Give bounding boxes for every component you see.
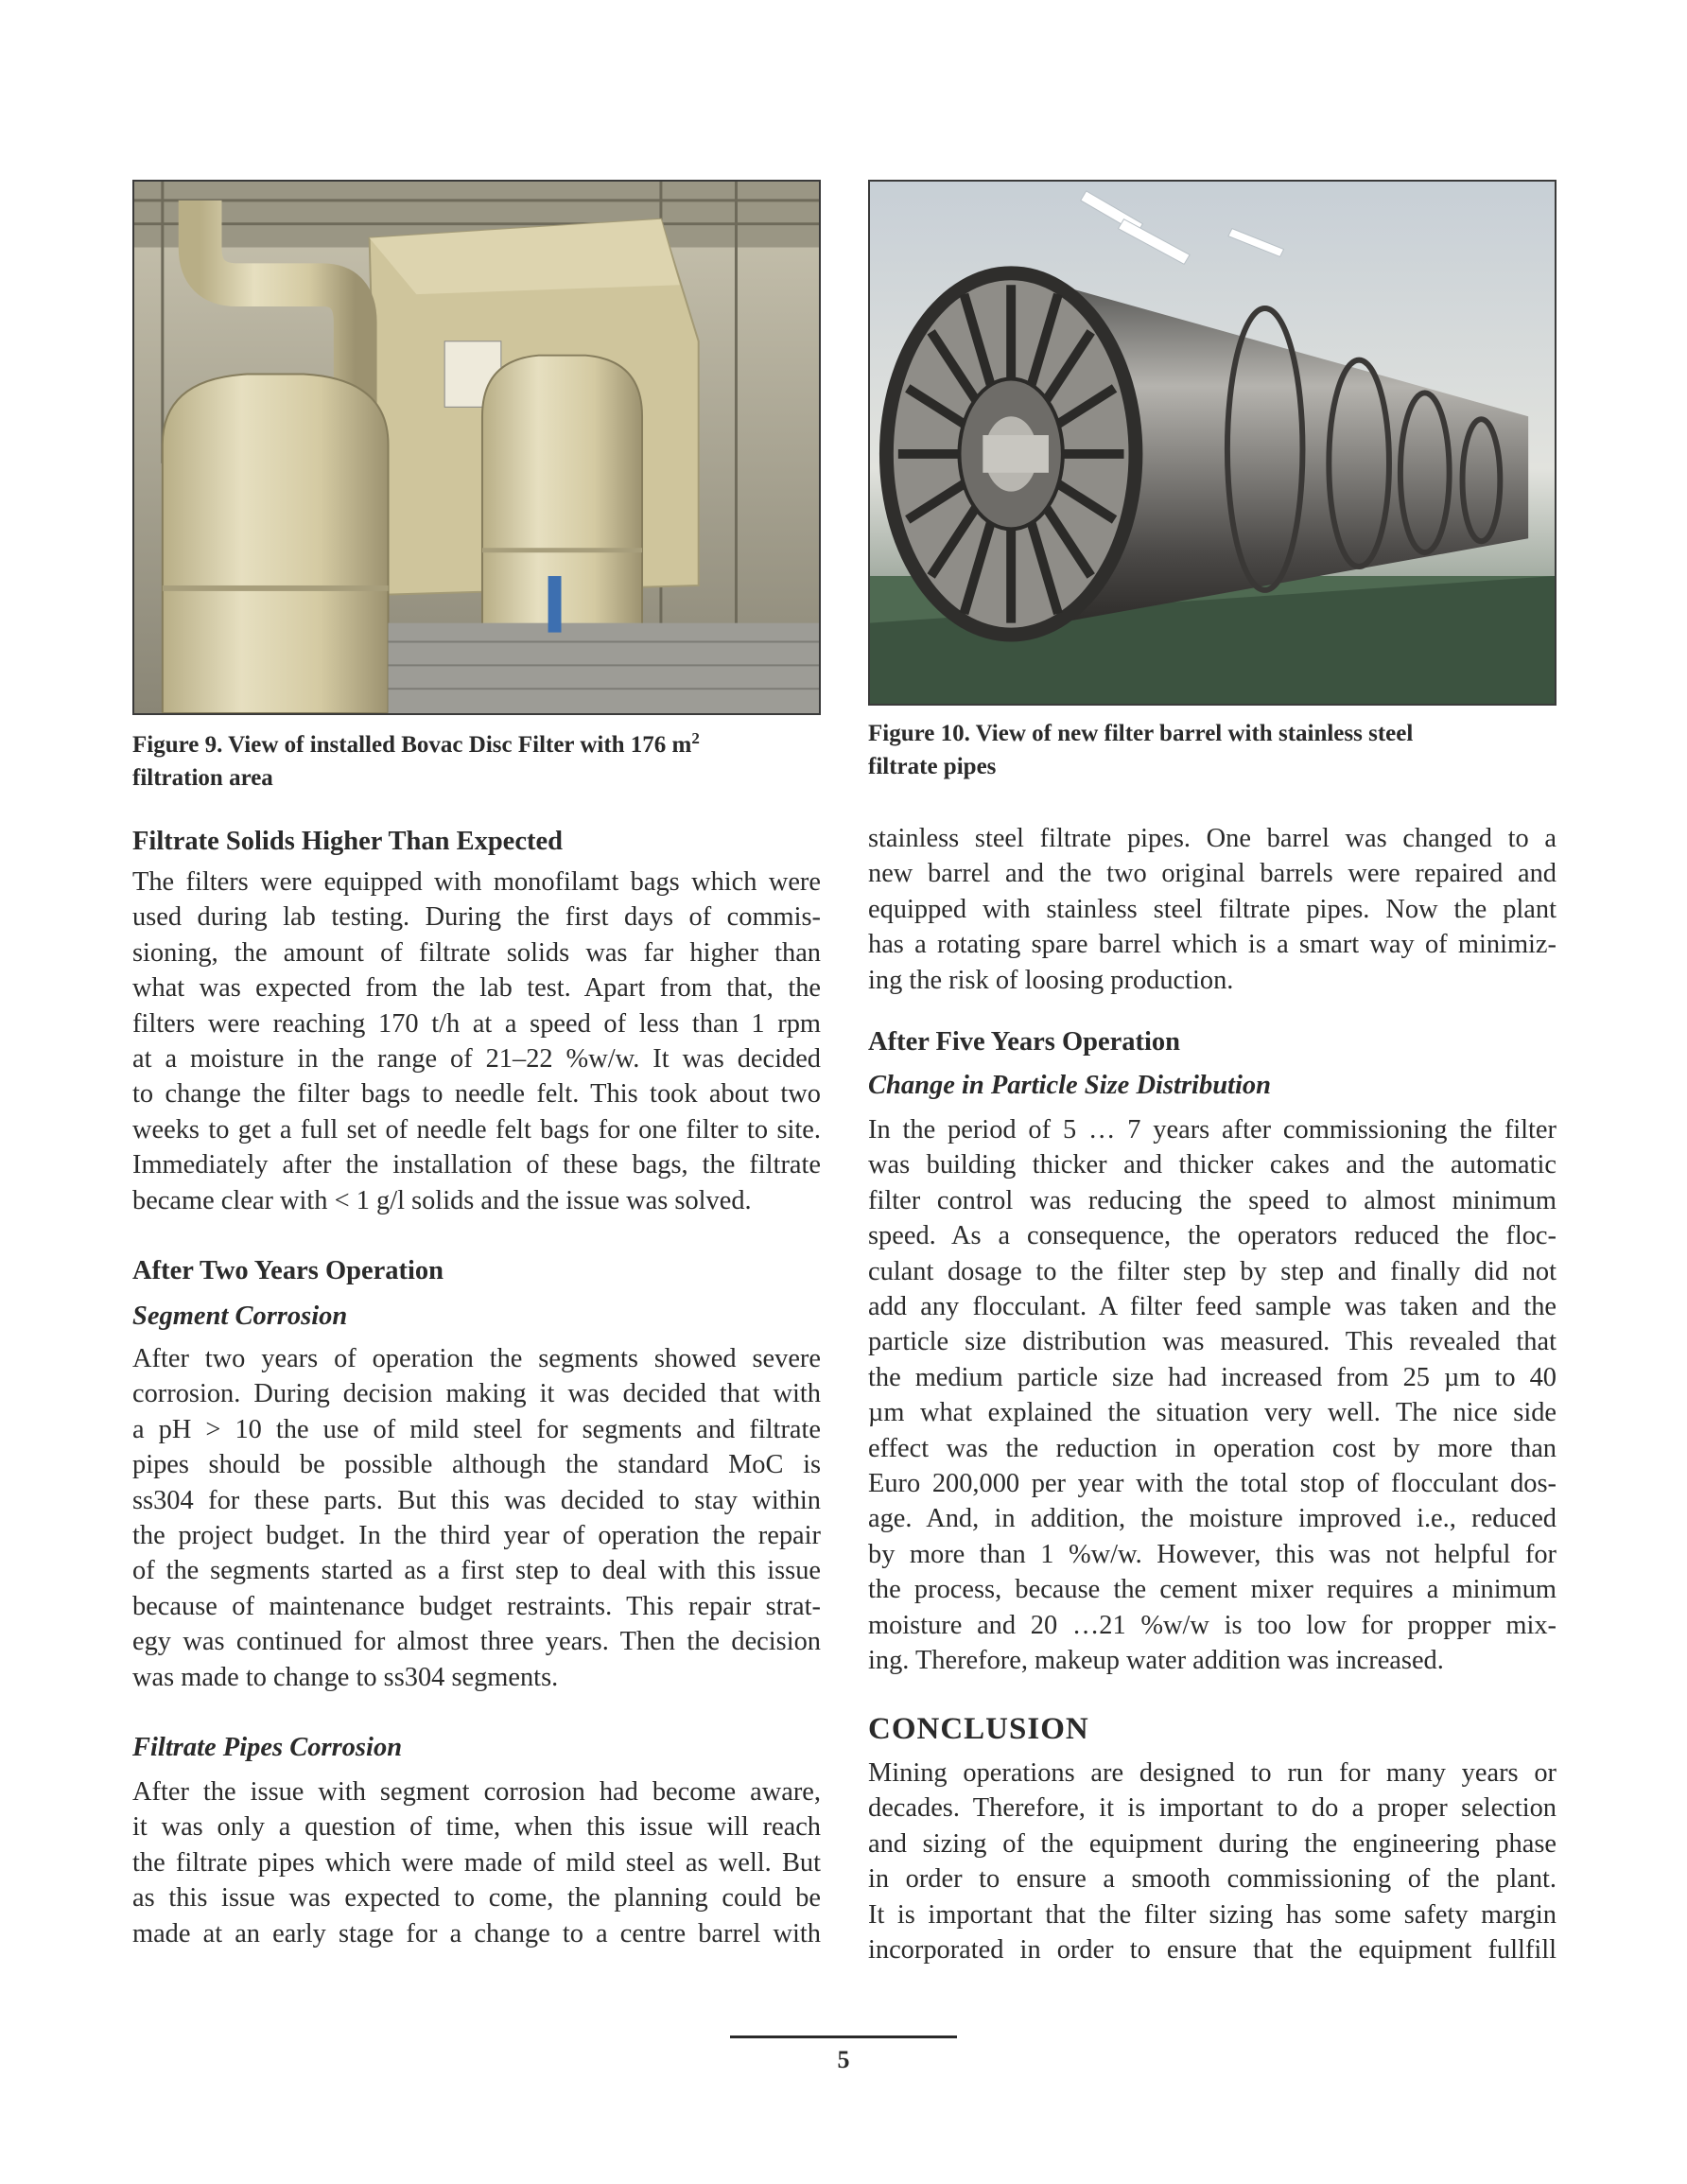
text-line: Immediately after the installation of these bags, the filtrate bbox=[132, 1150, 821, 1180]
text-line: particle size distribution was measured. This revealed that bbox=[868, 1327, 1557, 1357]
text-line: After two years of operation the segments showed severe bbox=[132, 1344, 821, 1373]
text-line: ss304 for these parts. But this was decided to stay within bbox=[132, 1485, 821, 1515]
text-line: culant dosage to the filter step by step and finally did not bbox=[868, 1256, 1557, 1286]
paragraph-stainless-continuation bbox=[868, 821, 1557, 998]
figure-10-photo bbox=[868, 180, 1557, 706]
paragraph-segment-corrosion bbox=[132, 1341, 821, 1695]
text-line: µm what explained the situation very well. The nice side bbox=[868, 1398, 1557, 1428]
text-line: effect was the reduction in operation cost by more than bbox=[868, 1433, 1557, 1463]
text-line: moisture and 20 …21 %w/w is too low for propper mix- bbox=[868, 1610, 1557, 1640]
heading-two-years: After Two Years Operation bbox=[132, 1256, 444, 1285]
page-number: 5 bbox=[837, 2046, 850, 2073]
heading-conclusion: CONCLUSION bbox=[868, 1712, 1089, 1746]
text-line: what was expected from the lab test. Apart from that, the bbox=[132, 973, 821, 1004]
figure-9-caption bbox=[132, 728, 823, 795]
text-line: the process, because the cement mixer requires a minimum bbox=[868, 1575, 1557, 1605]
heading-five-years: After Five Years Operation bbox=[868, 1027, 1181, 1057]
text-line: The filters were equipped with monofilamt bags which were bbox=[132, 867, 821, 897]
text-line: filter control was reducing the speed to almost minimum bbox=[868, 1185, 1557, 1215]
text-line: a pH > 10 the use of mild steel for segments and filtrate bbox=[132, 1414, 821, 1444]
text-line: the project budget. In the third year of operation the repair bbox=[132, 1521, 821, 1551]
text-line: Euro 200,000 per year with the total stop of flocculant dos- bbox=[868, 1469, 1557, 1499]
text-line: of the segments started as a first step to deal with this issue bbox=[132, 1556, 821, 1586]
text-line: because of maintenance budget restraints. This repair strat- bbox=[132, 1591, 821, 1621]
text-line: became clear with < 1 g/l solids and the issue was solved. bbox=[132, 1185, 752, 1215]
text-line: sioning, the amount of filtrate solids was far higher than bbox=[132, 937, 821, 968]
text-line: the medium particle size had increased from 25 µm to 40 bbox=[868, 1362, 1557, 1392]
paragraph-filtrate-pipes bbox=[132, 1774, 821, 1951]
subheading-filtrate-pipes-corrosion: Filtrate Pipes Corrosion bbox=[132, 1733, 403, 1762]
figure-9-caption-main: Figure 9. View of installed Bovac Disc Filter with 176 m bbox=[132, 732, 692, 758]
text-line: the filtrate pipes which were made of mild steel as well. But bbox=[132, 1847, 821, 1878]
text-line: at a moisture in the range of 21–22 %w/w. It was decided bbox=[132, 1044, 821, 1075]
text-line: corrosion. During decision making it was decided that with bbox=[132, 1379, 821, 1409]
text-line: pipes should be possible although the standard MoC is bbox=[132, 1450, 821, 1480]
text-line: speed. As a consequence, the operators reduced the floc- bbox=[868, 1221, 1557, 1251]
text-line: In the period of 5 … 7 years after commissioning the filter bbox=[868, 1115, 1557, 1144]
figure-10-caption-line-1: Figure 10. View of new filter barrel with stainless steel bbox=[868, 721, 1414, 746]
text-line: has a rotating spare barrel which is a smart way of minimiz- bbox=[868, 930, 1557, 960]
paragraph-particle-size bbox=[868, 1112, 1557, 1679]
text-line: was made to change to ss304 segments. bbox=[132, 1662, 559, 1692]
text-line: by more than 1 %w/w. However, this was not helpful for bbox=[868, 1539, 1557, 1569]
text-line: Mining operations are designed to run for many years or bbox=[868, 1758, 1557, 1788]
text-line: ing the risk of loosing production. bbox=[868, 965, 1234, 995]
filter-barrel-photo bbox=[870, 182, 1555, 704]
text-line: stainless steel filtrate pipes. One barrel was changed to a bbox=[868, 824, 1557, 853]
text-line: it was only a question of time, when this issue will reach bbox=[132, 1812, 821, 1843]
text-line: It is important that the filter sizing has some safety margin bbox=[868, 1899, 1557, 1930]
figure-9-caption-superscript: 2 bbox=[691, 729, 700, 747]
text-line: in order to ensure a smooth commissioning of the plant. bbox=[868, 1864, 1557, 1895]
text-line: ing. Therefore, makeup water addition was increased. bbox=[868, 1646, 1444, 1676]
text-line: decades. Therefore, it is important to do a proper selection bbox=[868, 1793, 1557, 1824]
text-line: weeks to get a full set of needle felt bags for one filter to site. bbox=[132, 1114, 821, 1144]
text-line: to change the filter bags to needle felt. This took about two bbox=[132, 1079, 821, 1109]
figure-9-photo bbox=[132, 180, 821, 715]
text-line: as this issue was expected to come, the planning could be bbox=[132, 1883, 821, 1913]
text-line: filters were reaching 170 t/h at a speed of less than 1 rpm bbox=[132, 1008, 821, 1039]
text-line: incorporated in order to ensure that the equipment fullfill bbox=[868, 1935, 1557, 1966]
subheading-particle-size: Change in Particle Size Distribution bbox=[868, 1071, 1271, 1100]
text-line: age. And, in addition, the moisture improved i.e., reduced bbox=[868, 1504, 1557, 1534]
text-line: After the issue with segment corrosion had become aware, bbox=[132, 1777, 821, 1807]
text-line: add any flocculant. A filter feed sample was taken and the bbox=[868, 1292, 1557, 1322]
subheading-segment-corrosion: Segment Corrosion bbox=[132, 1302, 348, 1331]
disc-filter-photo bbox=[134, 182, 819, 713]
paragraph-filtrate-solids bbox=[132, 865, 821, 1218]
text-line: new barrel and the two original barrels were repaired and bbox=[868, 859, 1557, 889]
text-line: and sizing of the equipment during the engineering phase bbox=[868, 1828, 1557, 1859]
text-line: was building thicker and thicker cakes and the automatic bbox=[868, 1150, 1557, 1180]
text-line: used during lab testing. During the first days of commis- bbox=[132, 902, 821, 933]
figure-10-caption-line-2: filtrate pipes bbox=[868, 754, 997, 779]
paragraph-conclusion bbox=[868, 1756, 1557, 1967]
footer-rule bbox=[730, 2035, 957, 2038]
text-line: made at an early stage for a change to a centre barrel with bbox=[132, 1918, 821, 1948]
figure-10-caption bbox=[868, 717, 1558, 783]
figure-9-caption-end: filtration area bbox=[132, 765, 273, 791]
text-line: equipped with stainless steel filtrate pipes. Now the plant bbox=[868, 894, 1557, 924]
text-line: egy was continued for almost three years. Then the decision bbox=[132, 1627, 821, 1657]
heading-filtrate-solids: Filtrate Solids Higher Than Expected bbox=[132, 827, 563, 856]
